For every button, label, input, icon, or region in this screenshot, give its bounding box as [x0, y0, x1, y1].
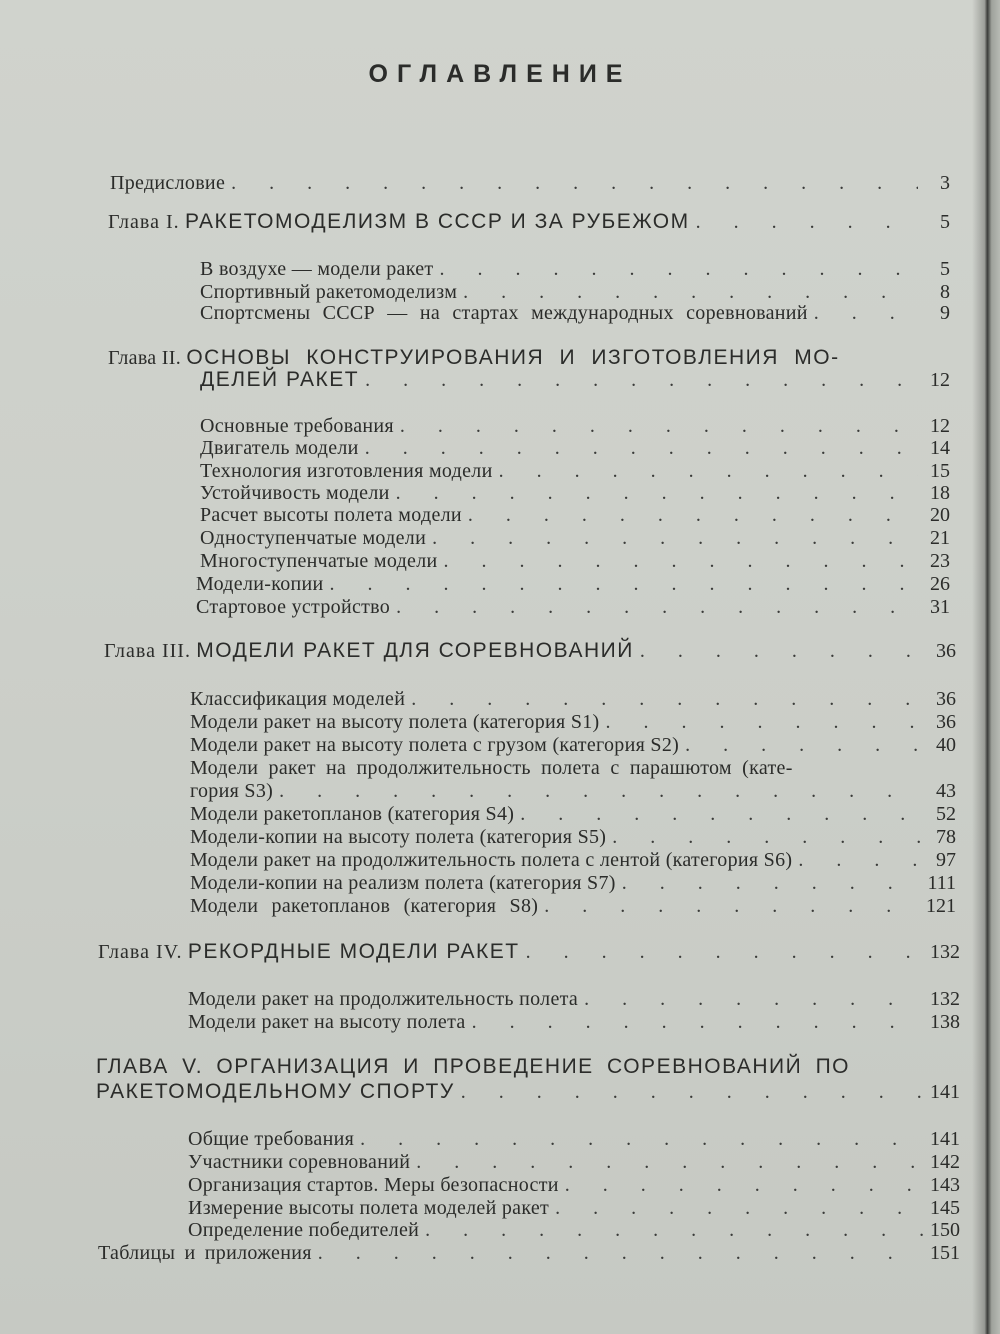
toc-page-number: 9: [940, 302, 950, 324]
leader-dots: [365, 368, 918, 392]
toc-chapter-2-heading: [108, 346, 840, 370]
toc-page-number: 36: [936, 688, 956, 710]
toc-page-number: 23: [930, 550, 950, 572]
toc-entry-label: Основные требования: [200, 415, 394, 437]
toc-entry-label: гория S3): [190, 780, 274, 802]
toc-entry-label: Одноступенчатые модели: [200, 527, 427, 549]
toc-entry-label: Модели ракетопланов (категория S8): [190, 895, 539, 917]
toc-entry-label: Модели ракет на высоту полета: [188, 1011, 466, 1033]
chapter-title-line-2: РАКЕТОМОДЕЛЬНОМУ СПОРТУ: [96, 1080, 455, 1103]
leader-dots: [231, 171, 918, 195]
toc-entry-appendix: [98, 1241, 960, 1265]
toc-section: [200, 526, 950, 550]
toc-page-number: 141: [930, 1128, 960, 1150]
leader-dots: [416, 1150, 924, 1174]
leader-dots: [439, 257, 918, 281]
toc-section-line-1: Модели ракет на продолжительность полета с парашютом (кате-: [190, 757, 793, 779]
toc-entry-label: Модели ракетопланов (категория S4): [190, 803, 515, 825]
toc-section: [190, 779, 956, 803]
toc-entry-label: Многоступенчатые модели: [200, 550, 438, 572]
toc-entry-label: Организация стартов. Меры безопасности: [188, 1174, 559, 1196]
toc-page-number: 5: [940, 211, 950, 233]
leader-dots: [685, 733, 924, 757]
toc-entry-label: Спортивный ракетомоделизм: [200, 281, 458, 303]
toc-entry-label: Технология изготовления модели: [200, 460, 493, 482]
toc-entry-label: В воздухе — модели ракет: [200, 258, 434, 280]
toc-chapter-4: [98, 940, 960, 964]
leader-dots: [461, 1080, 924, 1104]
toc-section: [200, 503, 950, 527]
toc-section: [188, 1010, 960, 1034]
toc-section: [188, 1218, 960, 1242]
toc-entry-label: Спортсмены СССР — на стартах международных соревнований: [200, 302, 808, 324]
toc-page-number: 14: [930, 437, 950, 459]
leader-dots: [606, 710, 924, 734]
toc-section: [188, 987, 960, 1011]
chapter-heading: [200, 368, 359, 392]
toc-entry-label: Классификация моделей: [190, 688, 406, 710]
toc-page-number: 18: [930, 482, 950, 504]
toc-chapter-5: [96, 1080, 960, 1104]
toc-entry-label: Двигатель модели: [200, 437, 359, 459]
toc-page-number: 132: [930, 988, 960, 1010]
toc-page-number: 97: [936, 849, 956, 871]
leader-dots: [360, 1127, 924, 1151]
toc-section: [190, 871, 956, 895]
toc-section: [190, 825, 956, 849]
toc-section: [188, 1150, 960, 1174]
toc-section: [190, 733, 956, 757]
toc-page-number: 43: [936, 780, 956, 802]
chapter-heading: [104, 639, 634, 663]
leader-dots: [432, 526, 918, 550]
toc-page-number: 8: [940, 281, 950, 303]
toc-section: [200, 459, 950, 483]
toc-section: [200, 481, 950, 505]
chapter-heading: [96, 1080, 455, 1104]
toc-page-number: 132: [930, 941, 960, 963]
toc-entry-label: Участники соревнований: [188, 1151, 411, 1173]
toc-entry-label: Общие требования: [188, 1128, 355, 1150]
leader-dots: [555, 1196, 924, 1220]
toc-entry-label: Расчет высоты полета модели: [200, 504, 462, 526]
leader-dots: [622, 871, 922, 895]
chapter-prefix: Глава II.: [108, 347, 181, 369]
chapter-title: РАКЕТОМОДЕЛИЗМ В СССР И ЗА РУБЕЖОМ: [184, 210, 690, 233]
toc-chapter-3: [104, 639, 956, 663]
chapter-heading: [108, 210, 690, 234]
leader-dots: [520, 802, 924, 826]
leader-dots: [544, 894, 920, 918]
toc-page-number: 21: [930, 527, 950, 549]
page-title: ОГЛАВЛЕНИЕ: [368, 60, 632, 88]
chapter-prefix: Глава I.: [108, 211, 180, 233]
toc-page-number: 36: [936, 711, 956, 733]
toc-page-number: 20: [930, 504, 950, 526]
toc-entry-label: Модели ракет на продолжительность полета с лентой (категория S6): [190, 849, 793, 871]
toc-section: [190, 848, 956, 872]
toc-page-number: 15: [930, 460, 950, 482]
toc-page-number: 141: [930, 1081, 960, 1103]
leader-dots: [640, 639, 924, 663]
toc-page-number: 40: [936, 734, 956, 756]
toc-page-number: 12: [930, 369, 950, 391]
toc-page-number: 52: [936, 803, 956, 825]
chapter-title: РЕКОРДНЫЕ МОДЕЛИ РАКЕТ: [187, 940, 520, 963]
leader-dots: [330, 572, 918, 596]
leader-dots: [798, 848, 924, 872]
leader-dots: [425, 1218, 924, 1242]
toc-entry-label: Таблицы и приложения: [98, 1242, 312, 1264]
chapter-title: МОДЕЛИ РАКЕТ ДЛЯ СОРЕВНОВАНИЙ: [196, 639, 634, 662]
toc-chapter-2: [200, 368, 950, 392]
toc-entry-label: Модели ракет на продолжительность полета: [188, 988, 579, 1010]
toc-page-number: 111: [927, 872, 956, 894]
toc-entry-label: Модели ракет на высоту полета с грузом (категория S2): [190, 734, 680, 756]
toc-entry-label: Устойчивость модели: [200, 482, 390, 504]
toc-chapter-1: [108, 210, 950, 234]
toc-section: [200, 549, 950, 573]
toc-section: [188, 1173, 960, 1197]
toc-page-number: 142: [930, 1151, 960, 1173]
leader-dots: [526, 940, 924, 964]
toc-page-number: 138: [930, 1011, 960, 1033]
toc-chapter-5-heading: ГЛАВА V. ОРГАНИЗАЦИЯ И ПРОВЕДЕНИЕ СОРЕВНОВАНИЙ ПО: [96, 1055, 851, 1078]
toc-page-number: 36: [936, 640, 956, 662]
leader-dots: [696, 210, 918, 234]
toc-page-number: 145: [930, 1197, 960, 1219]
leader-dots: [411, 687, 924, 711]
leader-dots: [499, 459, 918, 483]
leader-dots: [612, 825, 924, 849]
toc-page-number: 5: [940, 258, 950, 280]
toc-page-number: 143: [930, 1174, 960, 1196]
leader-dots: [365, 436, 918, 460]
toc-entry-label: Определение победителей: [188, 1219, 420, 1241]
toc-entry-preface: [110, 171, 950, 195]
toc-section: [200, 436, 950, 460]
toc-section: [190, 802, 956, 826]
toc-page-number: 31: [930, 596, 950, 618]
leader-dots: [472, 1010, 924, 1034]
toc-section: [200, 414, 950, 438]
chapter-prefix: Глава III.: [104, 640, 191, 662]
toc-section: [196, 572, 950, 596]
toc-section: [190, 894, 956, 918]
toc-page-number: 26: [930, 573, 950, 595]
leader-dots: [468, 503, 918, 527]
leader-dots: [565, 1173, 924, 1197]
toc-section: [190, 687, 956, 711]
toc-entry-label: Модели-копии: [196, 573, 324, 595]
chapter-title-line-2: ДЕЛЕЙ РАКЕТ: [200, 368, 360, 391]
leader-dots: [584, 987, 924, 1011]
leader-dots: [279, 779, 924, 803]
toc-entry-label: Предисловие: [110, 172, 226, 194]
toc-page-number: 151: [930, 1242, 960, 1264]
toc-section: [200, 257, 950, 281]
toc-section: [200, 301, 950, 325]
toc-entry-label: Модели ракет на высоту полета (категория S1): [190, 711, 600, 733]
chapter-prefix: Глава IV.: [98, 941, 183, 963]
toc-page-number: 150: [930, 1219, 960, 1241]
toc-section: [196, 595, 950, 619]
leader-dots: [396, 481, 918, 505]
toc-section: [190, 710, 956, 734]
leader-dots: [444, 549, 918, 573]
toc-page-number: 3: [940, 172, 950, 194]
toc-entry-label: Модели-копии на высоту полета (категория S5): [190, 826, 607, 848]
toc-section: [188, 1127, 960, 1151]
leader-dots: [400, 414, 918, 438]
leader-dots: [396, 595, 918, 619]
chapter-heading: [98, 940, 520, 964]
toc-section: [188, 1196, 960, 1220]
chapter-title-line-1: ОСНОВЫ КОНСТРУИРОВАНИЯ И ИЗГОТОВЛЕНИЯ МО-: [186, 346, 840, 369]
toc-entry-label: Стартовое устройство: [196, 596, 391, 618]
toc-entry-label: Модели-копии на реализм полета (категория S7): [190, 872, 616, 894]
toc-page-number: 78: [936, 826, 956, 848]
leader-dots: [318, 1241, 924, 1265]
toc-page-number: 12: [930, 415, 950, 437]
leader-dots: [814, 301, 918, 325]
toc-page-number: 121: [926, 895, 956, 917]
toc-entry-label: Измерение высоты полета моделей ракет: [188, 1197, 550, 1219]
